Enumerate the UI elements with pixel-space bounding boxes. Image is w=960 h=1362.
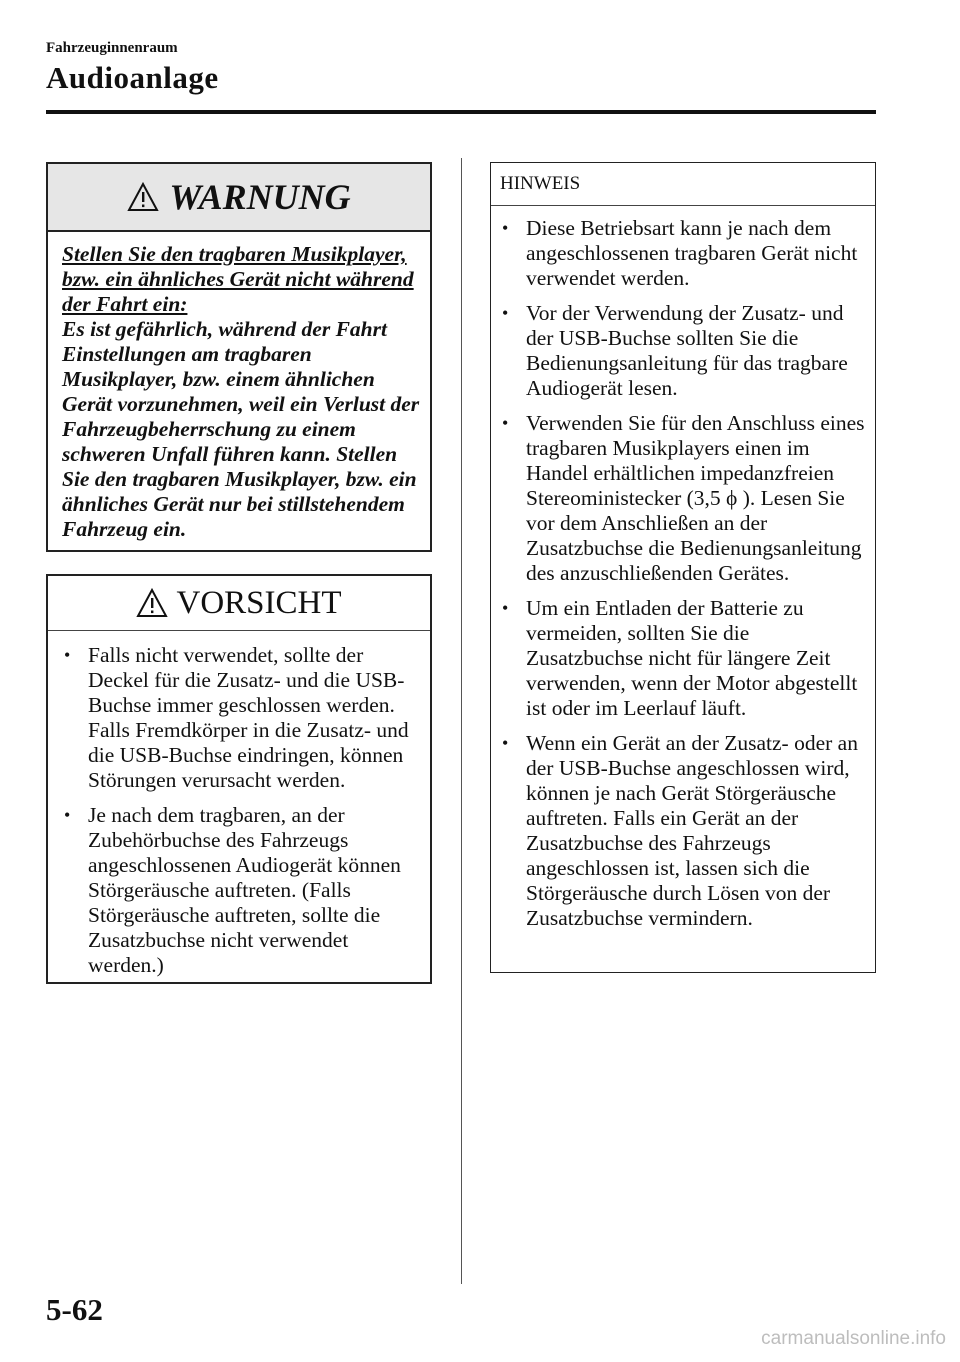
bullet-dot-icon: • xyxy=(502,413,509,433)
page-title: Audioanlage xyxy=(46,60,219,95)
note-item-text: Um ein Entladen der Batterie zu vermeiden, sollten Sie die Zusatzbuchse nicht für längere Zeit verwenden, wenn der Motor abgestellt ist oder im Leerlauf läuft. xyxy=(526,596,858,720)
watermark: carmanualsonline.info xyxy=(761,1328,946,1349)
bullet-dot-icon: • xyxy=(64,805,71,825)
caution-header xyxy=(48,576,430,631)
bullet-dot-icon: • xyxy=(502,218,509,238)
caution-box xyxy=(46,574,432,984)
warning-lead: Stellen Sie den tragbaren Musikplayer, bzw. ein ähnliches Gerät nicht während der Fahrt ein: xyxy=(62,242,414,316)
caution-body xyxy=(48,631,430,978)
note-item-text: Diese Betriebsart kann je nach dem angeschlossenen tragbaren Gerät nicht verwendet werden. xyxy=(526,216,858,290)
note-box xyxy=(490,162,876,973)
note-header xyxy=(491,163,875,206)
header-rule xyxy=(46,110,876,114)
list-item xyxy=(500,216,869,291)
caution-item-text: Falls nicht verwendet, sollte der Deckel für die Zusatz- und die USB-Buchse immer geschlossen werden. Falls Fremdkörper in die Zusatz- und die USB-Buchse eindringen, können Störungen verursacht werden. xyxy=(88,643,409,792)
list-item xyxy=(500,596,869,721)
warning-box xyxy=(46,162,432,552)
list-item xyxy=(62,803,422,978)
warning-triangle-icon xyxy=(136,588,168,618)
bullet-dot-icon: • xyxy=(502,733,509,753)
list-item xyxy=(62,643,422,793)
bullet-dot-icon: • xyxy=(64,645,71,665)
warning-header xyxy=(48,164,430,232)
bullet-dot-icon: • xyxy=(502,303,509,323)
warning-text: Es ist gefährlich, während der Fahrt Einstellungen am tragbaren Musikplayer, bzw. einem ähnlichen Gerät vorzunehmen, weil ein Verlust der Fahrzeugbeherrschung zu einem schweren Unfall führen kann. Stellen Sie den tragbaren Musikplayer, bzw. ein ähnliches Gerät nur bei stillstehendem Fahrzeug ein. xyxy=(62,317,420,541)
list-item xyxy=(500,301,869,401)
note-title: HINWEIS xyxy=(500,173,581,194)
note-item-text: Wenn ein Gerät an der Zusatz- oder an der USB-Buchse angeschlossen wird, können je nach Gerät Störgeräusche auftreten. Falls ein Gerät an der Zusatzbuchse des Fahrzeugs angeschlossen ist, lassen sich die Störgeräusche durch Lösen von der Zusatzbuchse vermindern. xyxy=(526,731,858,930)
warning-body xyxy=(48,232,430,542)
caution-item-text: Je nach dem tragbaren, an der Zubehörbuchse des Fahrzeugs angeschlossenen Audiogerät können Störgeräusche auftreten. (Falls Störgeräusche auftreten, sollte die Zusatzbuchse nicht verwendet werden.) xyxy=(88,803,401,977)
list-item xyxy=(500,731,869,931)
note-body xyxy=(491,206,875,931)
column-divider xyxy=(461,158,462,1284)
bullet-dot-icon: • xyxy=(502,598,509,618)
list-item xyxy=(500,411,869,586)
note-item-text: Vor der Verwendung der Zusatz- und der USB-Buchse sollten Sie die Bedienungsanleitung für das tragbare Audiogerät lesen. xyxy=(526,301,848,400)
page-number: 5-62 xyxy=(46,1292,103,1327)
note-item-text: Verwenden Sie für den Anschluss eines tragbaren Musikplayers einen im Handel erhältlichen impedanzfreien Stereoministecker (3,5 ϕ ). Lesen Sie vor dem Anschließen an der Zusatzbuchse die Bedienungsanleitung des anzuschließenden Gerätes. xyxy=(526,411,865,585)
section-label: Fahrzeuginnenraum xyxy=(46,40,178,56)
warning-title: WARNUNG xyxy=(169,177,351,217)
caution-title: VORSICHT xyxy=(176,584,342,621)
warning-triangle-icon xyxy=(127,182,159,212)
